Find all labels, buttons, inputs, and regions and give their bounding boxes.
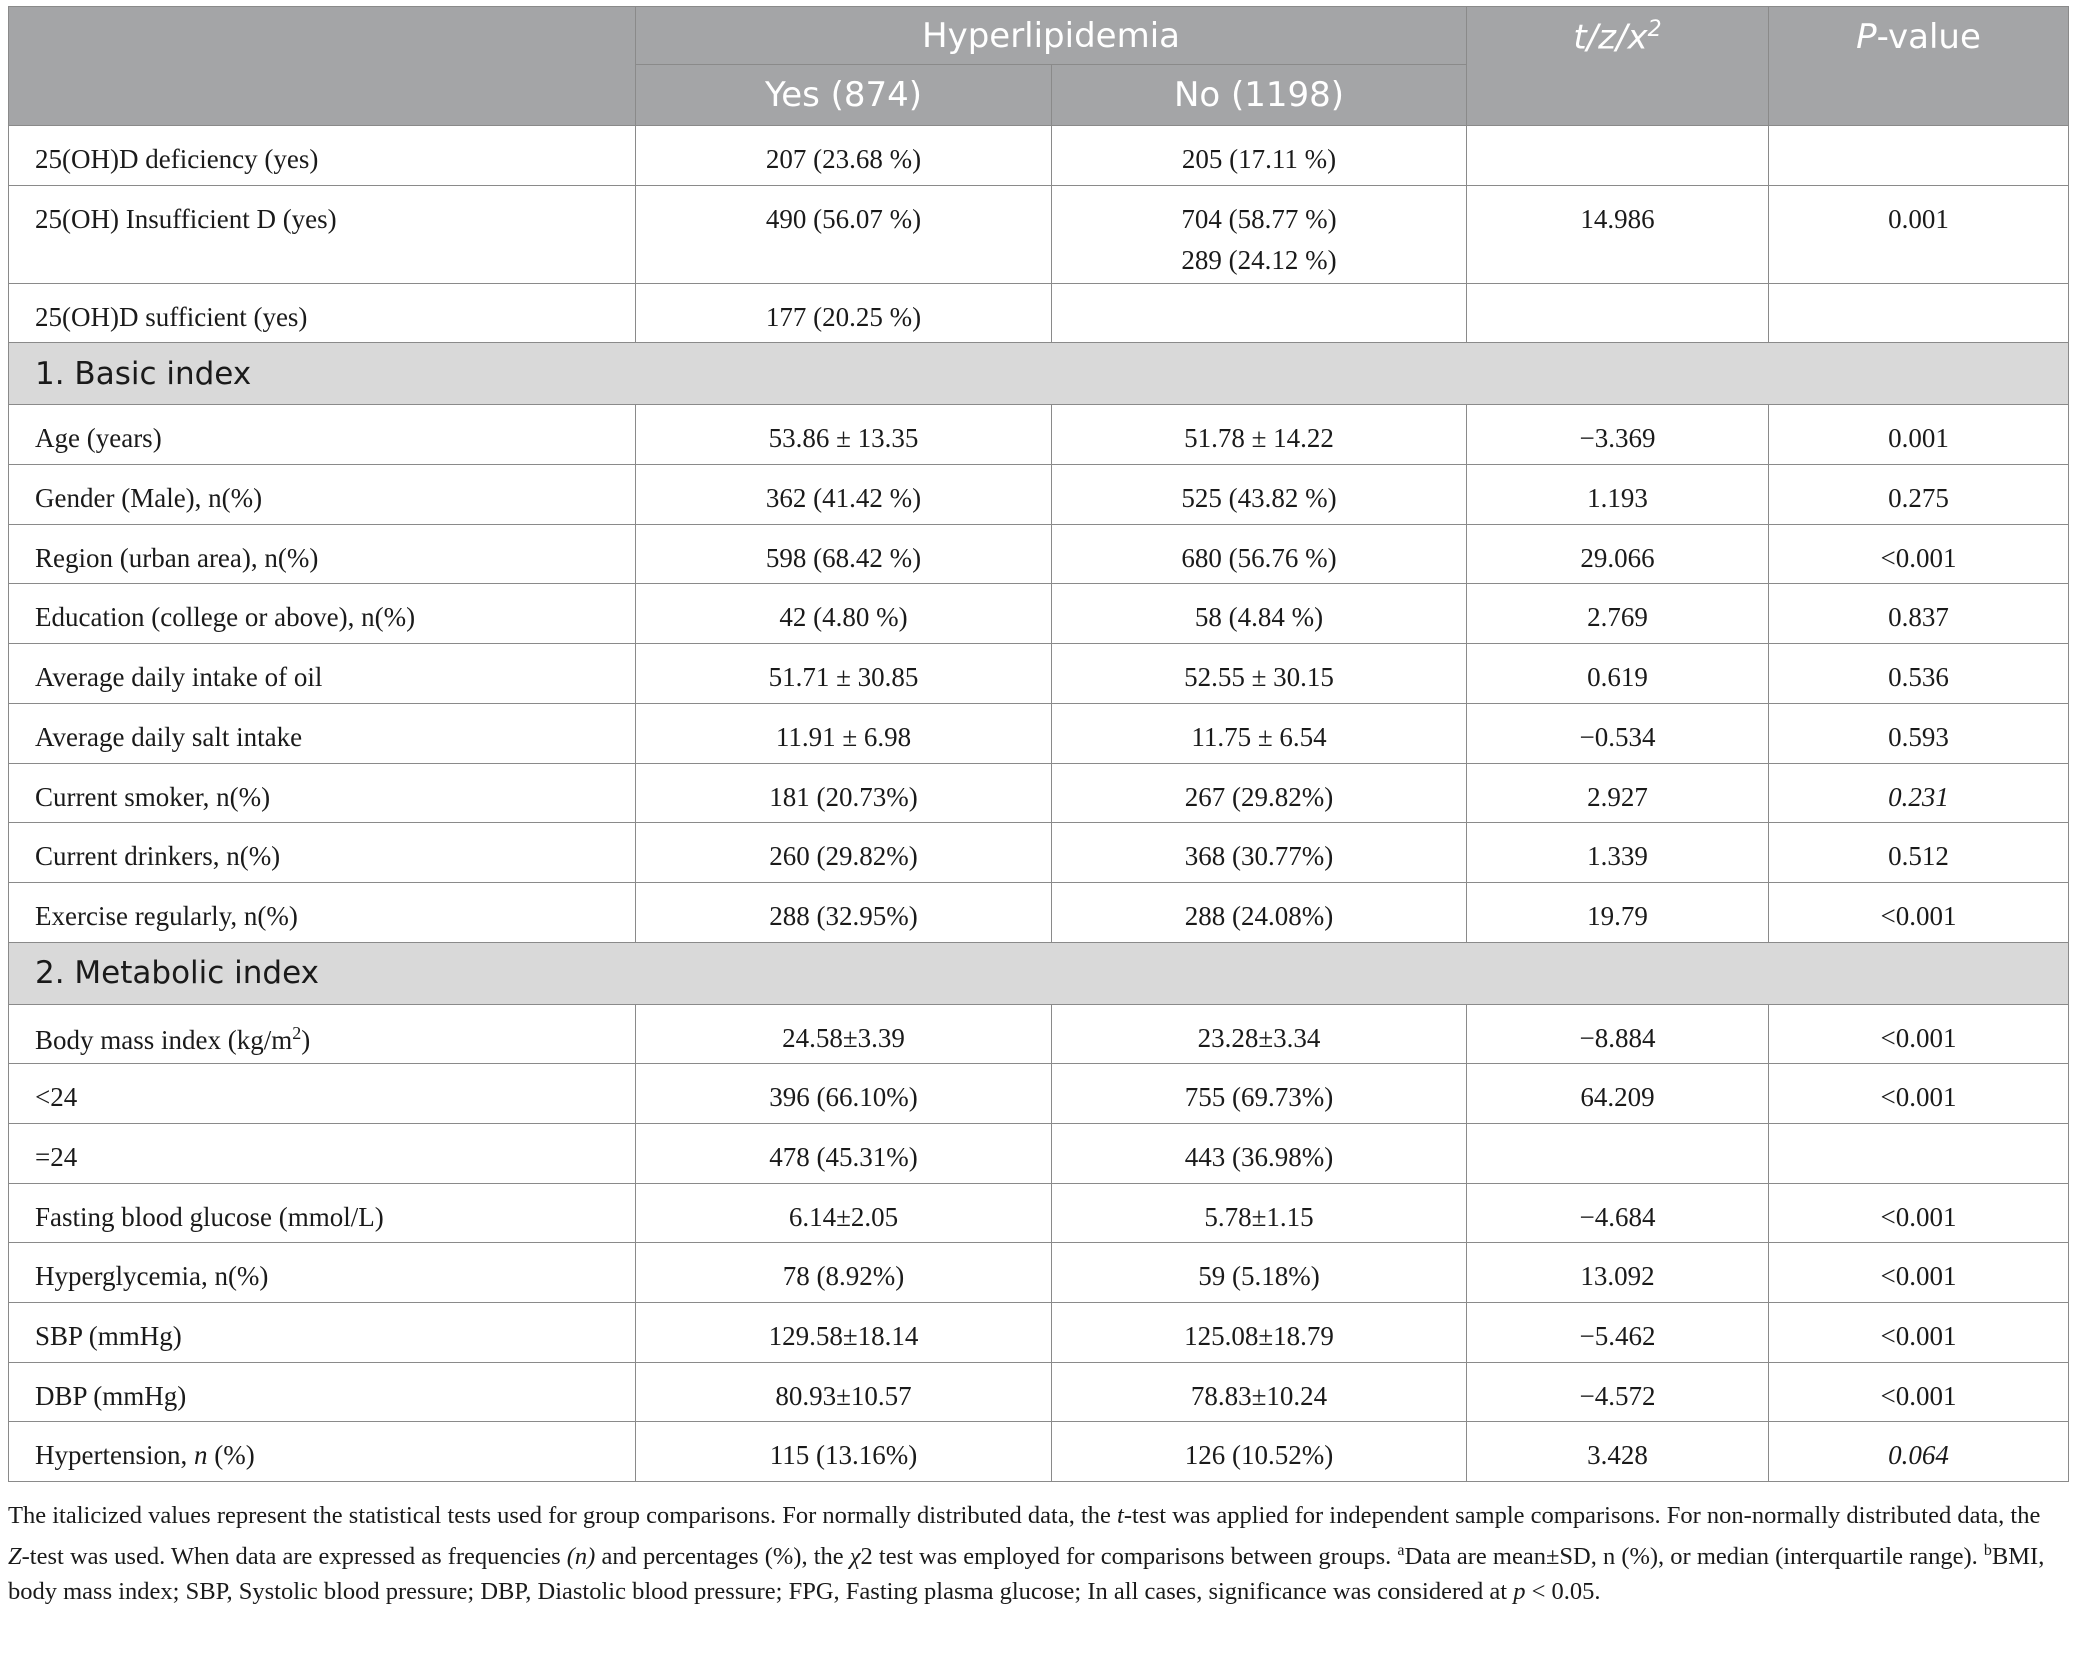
stat-cell: 19.79 xyxy=(1467,882,1769,942)
table-row xyxy=(9,823,2069,883)
row-label xyxy=(9,1422,636,1482)
no-value: 704 (58.77 %) xyxy=(1181,203,1337,234)
row-label: Average daily intake of oil xyxy=(9,644,636,704)
p-cell: 0.275 xyxy=(1769,465,2069,525)
stat-cell: 3.428 xyxy=(1467,1422,1769,1482)
p-cell: 0.064 xyxy=(1769,1422,2069,1482)
section-header xyxy=(9,942,2069,1004)
yes-cell: 53.86 ± 13.35 xyxy=(636,405,1052,465)
yes-cell: 598 (68.42 %) xyxy=(636,524,1052,584)
yes-cell: 207 (23.68 %) xyxy=(636,126,1052,186)
row-label: <24 xyxy=(9,1064,636,1124)
no-cell: 267 (29.82%) xyxy=(1052,763,1467,823)
footnote-sup: a xyxy=(1397,1542,1405,1560)
row-label: Hyperglycemia, n(%) xyxy=(9,1243,636,1303)
yes-cell: 11.91 ± 6.98 xyxy=(636,703,1052,763)
row-label: Region (urban area), n(%) xyxy=(9,524,636,584)
row-label: Current drinkers, n(%) xyxy=(9,823,636,883)
htn-label-a: Hypertension, xyxy=(35,1440,194,1471)
footnote-italic: t xyxy=(1117,1502,1124,1530)
footnote-italic: (n) xyxy=(566,1543,596,1571)
header-no: No (1198) xyxy=(1052,65,1467,126)
stat-cell: 2.927 xyxy=(1467,763,1769,823)
p-cell: <0.001 xyxy=(1769,1004,2069,1064)
p-cell: 0.837 xyxy=(1769,584,2069,644)
yes-cell: 80.93±10.57 xyxy=(636,1362,1052,1422)
p-cell: <0.001 xyxy=(1769,1183,2069,1243)
p-cell: 0.001 xyxy=(1769,405,2069,465)
row-label: Education (college or above), n(%) xyxy=(9,584,636,644)
yes-cell: 6.14±2.05 xyxy=(636,1183,1052,1243)
p-cell: <0.001 xyxy=(1769,1243,2069,1303)
p-cell: <0.001 xyxy=(1769,1303,2069,1363)
bmi-label-close: ) xyxy=(301,1024,311,1055)
table-row xyxy=(9,703,2069,763)
section-title-metabolic: 2. Metabolic index xyxy=(9,942,2069,1004)
stat-cell xyxy=(1467,1123,1769,1183)
row-label: Gender (Male), n(%) xyxy=(9,465,636,525)
table-row xyxy=(9,1004,2069,1064)
table-row xyxy=(9,1422,2069,1482)
p-cell: <0.001 xyxy=(1769,1362,2069,1422)
bmi-label-sup: 2 xyxy=(292,1022,302,1043)
row-label: Average daily salt intake xyxy=(9,703,636,763)
p-cell: <0.001 xyxy=(1769,882,2069,942)
no-cell xyxy=(1052,185,1467,283)
no-cell: 59 (5.18%) xyxy=(1052,1243,1467,1303)
no-cell: 288 (24.08%) xyxy=(1052,882,1467,942)
yes-cell: 177 (20.25 %) xyxy=(636,283,1052,343)
row-label: 25(OH)D deficiency (yes) xyxy=(9,126,636,186)
no-cell: 78.83±10.24 xyxy=(1052,1362,1467,1422)
yes-cell: 115 (13.16%) xyxy=(636,1422,1052,1482)
stat-cell: 1.339 xyxy=(1467,823,1769,883)
bmi-label: Body mass index (kg/m xyxy=(35,1024,293,1055)
table-row xyxy=(9,1243,2069,1303)
no-cell: 368 (30.77%) xyxy=(1052,823,1467,883)
yes-cell: 78 (8.92%) xyxy=(636,1243,1052,1303)
header-p-rest: -value xyxy=(1876,17,1981,57)
no-cell: 755 (69.73%) xyxy=(1052,1064,1467,1124)
p-cell: 0.536 xyxy=(1769,644,2069,704)
yes-cell: 24.58±3.39 xyxy=(636,1004,1052,1064)
yes-cell: 42 (4.80 %) xyxy=(636,584,1052,644)
no-cell: 52.55 ± 30.15 xyxy=(1052,644,1467,704)
stat-cell xyxy=(1467,126,1769,186)
no-cell: 680 (56.76 %) xyxy=(1052,524,1467,584)
table-row xyxy=(9,465,2069,525)
table-row xyxy=(9,644,2069,704)
header-stat-label: t/z/x xyxy=(1573,17,1648,58)
table-container xyxy=(8,6,2068,1609)
footnote-text: The italicized values represent the statistical tests used for group comparisons. For normally distributed data, the xyxy=(8,1502,1118,1530)
stat-cell: −3.369 xyxy=(1467,405,1769,465)
table-row xyxy=(9,584,2069,644)
row-label xyxy=(9,1004,636,1064)
yes-cell: 181 (20.73%) xyxy=(636,763,1052,823)
footnote-italic: p xyxy=(1513,1578,1526,1606)
header-group: Hyperlipidemia xyxy=(636,7,1467,65)
row-label: DBP (mmHg) xyxy=(9,1362,636,1422)
yes-cell: 51.71 ± 30.85 xyxy=(636,644,1052,704)
no-value-second: 289 (24.12 %) xyxy=(1181,244,1337,275)
p-cell: <0.001 xyxy=(1769,524,2069,584)
table-row xyxy=(9,185,2069,283)
footnote-text: -test was applied for independent sample comparisons. For non-normally distributed data, the xyxy=(1123,1502,2041,1530)
stat-cell: 29.066 xyxy=(1467,524,1769,584)
footnote-italic: χ xyxy=(849,1543,861,1571)
table-row xyxy=(9,1303,2069,1363)
p-cell: 0.512 xyxy=(1769,823,2069,883)
no-cell: 205 (17.11 %) xyxy=(1052,126,1467,186)
row-label: Exercise regularly, n(%) xyxy=(9,882,636,942)
section-title-basic: 1. Basic index xyxy=(9,343,2069,405)
no-cell: 51.78 ± 14.22 xyxy=(1052,405,1467,465)
no-cell: 125.08±18.79 xyxy=(1052,1303,1467,1363)
stat-cell: −4.684 xyxy=(1467,1183,1769,1243)
footnote-sup: b xyxy=(1983,1542,1992,1560)
table-row xyxy=(9,1123,2069,1183)
row-label: Current smoker, n(%) xyxy=(9,763,636,823)
header-pvalue xyxy=(1769,7,2069,126)
table-row xyxy=(9,283,2069,343)
stat-cell xyxy=(1467,283,1769,343)
p-cell xyxy=(1769,126,2069,186)
p-cell: 0.593 xyxy=(1769,703,2069,763)
yes-cell: 396 (66.10%) xyxy=(636,1064,1052,1124)
no-cell: 11.75 ± 6.54 xyxy=(1052,703,1467,763)
yes-cell: 478 (45.31%) xyxy=(636,1123,1052,1183)
htn-label-n: n xyxy=(193,1440,208,1471)
stat-cell: −8.884 xyxy=(1467,1004,1769,1064)
footnote-text: BMI, body mass index; SBP, Systolic blood pressure; DBP, Diastolic blood pressure; FPG, Fasting plasma glucose; In all cases, significance was considered at xyxy=(8,1543,2045,1606)
yes-cell: 260 (29.82%) xyxy=(636,823,1052,883)
no-cell xyxy=(1052,283,1467,343)
row-label: SBP (mmHg) xyxy=(9,1303,636,1363)
no-cell: 126 (10.52%) xyxy=(1052,1422,1467,1482)
footnote-italic: Z xyxy=(8,1543,22,1571)
row-label: 25(OH) Insufficient D (yes) xyxy=(9,185,636,283)
no-cell: 443 (36.98%) xyxy=(1052,1123,1467,1183)
table-row xyxy=(9,1362,2069,1422)
p-cell xyxy=(1769,283,2069,343)
p-cell xyxy=(1769,1123,2069,1183)
no-cell: 525 (43.82 %) xyxy=(1052,465,1467,525)
row-label: Age (years) xyxy=(9,405,636,465)
table-footnote xyxy=(8,1498,2068,1609)
htn-label-b: (%) xyxy=(207,1440,255,1471)
yes-cell: 288 (32.95%) xyxy=(636,882,1052,942)
yes-cell: 362 (41.42 %) xyxy=(636,465,1052,525)
yes-cell: 490 (56.07 %) xyxy=(636,185,1052,283)
section-header xyxy=(9,343,2069,405)
no-cell: 23.28±3.34 xyxy=(1052,1004,1467,1064)
no-cell: 5.78±1.15 xyxy=(1052,1183,1467,1243)
table-row xyxy=(9,882,2069,942)
stat-cell: 13.092 xyxy=(1467,1243,1769,1303)
header-p-italic: P xyxy=(1856,17,1877,57)
table-row xyxy=(9,126,2069,186)
stat-cell: −5.462 xyxy=(1467,1303,1769,1363)
footnote-text: 2 test was employed for comparisons between groups. xyxy=(860,1543,1398,1571)
row-label: 25(OH)D sufficient (yes) xyxy=(9,283,636,343)
results-table xyxy=(8,6,2069,1482)
header-stat-sup: 2 xyxy=(1647,17,1662,42)
yes-cell: 129.58±18.14 xyxy=(636,1303,1052,1363)
table-row xyxy=(9,1064,2069,1124)
stat-cell: 0.619 xyxy=(1467,644,1769,704)
header-stat xyxy=(1467,7,1769,126)
stat-cell: 2.769 xyxy=(1467,584,1769,644)
footnote-text: < 0.05. xyxy=(1525,1578,1601,1606)
row-label: =24 xyxy=(9,1123,636,1183)
footnote-text: and percentages (%), the xyxy=(595,1543,850,1571)
stat-cell: −0.534 xyxy=(1467,703,1769,763)
p-cell: 0.231 xyxy=(1769,763,2069,823)
table-row xyxy=(9,1183,2069,1243)
stat-cell: 1.193 xyxy=(1467,465,1769,525)
header-blank-cell xyxy=(9,7,636,126)
table-row xyxy=(9,405,2069,465)
header-yes: Yes (874) xyxy=(636,65,1052,126)
stat-cell: 64.209 xyxy=(1467,1064,1769,1124)
no-cell: 58 (4.84 %) xyxy=(1052,584,1467,644)
footnote-text: Data are mean±SD, n (%), or median (interquartile range). xyxy=(1404,1543,1984,1571)
table-row xyxy=(9,524,2069,584)
stat-cell: 14.986 xyxy=(1467,185,1769,283)
p-cell: <0.001 xyxy=(1769,1064,2069,1124)
p-cell: 0.001 xyxy=(1769,185,2069,283)
stat-cell: −4.572 xyxy=(1467,1362,1769,1422)
row-label: Fasting blood glucose (mmol/L) xyxy=(9,1183,636,1243)
table-row xyxy=(9,763,2069,823)
footnote-text: -test was used. When data are expressed as frequencies xyxy=(21,1543,567,1571)
